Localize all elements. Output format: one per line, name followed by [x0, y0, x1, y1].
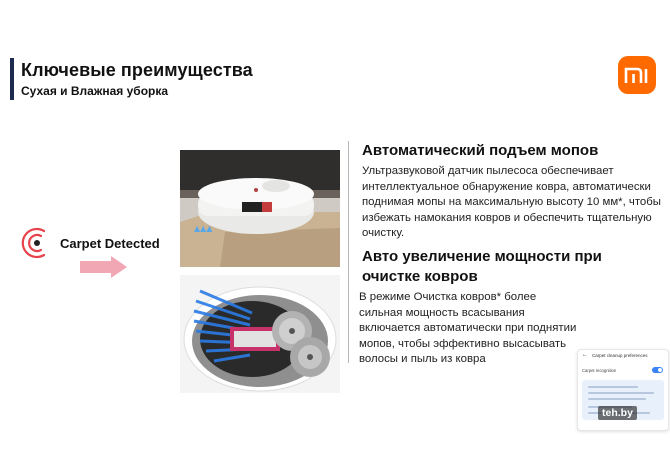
page-subtitle: Сухая и Влажная уборка [21, 84, 169, 98]
arrow-right-icon [80, 256, 128, 278]
title-accent-bar [10, 58, 14, 100]
page-title: Ключевые преимущества [21, 60, 253, 80]
carpet-detect-icon [20, 226, 54, 260]
carpet-detected-label: Carpet Detected [60, 236, 160, 251]
divider-line [348, 141, 349, 363]
app-screen-title: Carpet cleanup preferences [592, 353, 648, 358]
section-heading-mop-lift: Автоматический подъем мопов [362, 142, 599, 159]
section-body-carpet-boost: В режиме Очистка ковров* более сильная мощность всасывания включается автоматически при поднятии мопов, чтобы эффективно высасывать волосы и пыль из ковра [359, 291, 577, 366]
mi-logo-icon [624, 65, 650, 85]
section-heading-carpet-boost: Авто увеличение мощности при очистке ковров [362, 248, 602, 285]
robot-on-carpet-photo [180, 150, 340, 267]
carpet-recognition-toggle[interactable] [652, 367, 663, 373]
site-watermark: teh.by [598, 406, 637, 420]
xiaomi-logo [618, 56, 656, 94]
carpet-recognition-label: Carpet recognition [582, 368, 617, 373]
back-arrow-icon: ← [582, 352, 588, 358]
svg-text:▲▲▲: ▲▲▲ [194, 224, 213, 233]
robot-underside-photo [180, 275, 340, 393]
section-body-mop-lift: Ультразвуковой датчик пылесоса обеспечивает интеллектуальное обнаружение ковра, автоматически поднимая мопы на максимальную высоту 10 мм*, чтобы избежать намокания ковров и обеспечить тщательную очистку. [362, 165, 661, 240]
